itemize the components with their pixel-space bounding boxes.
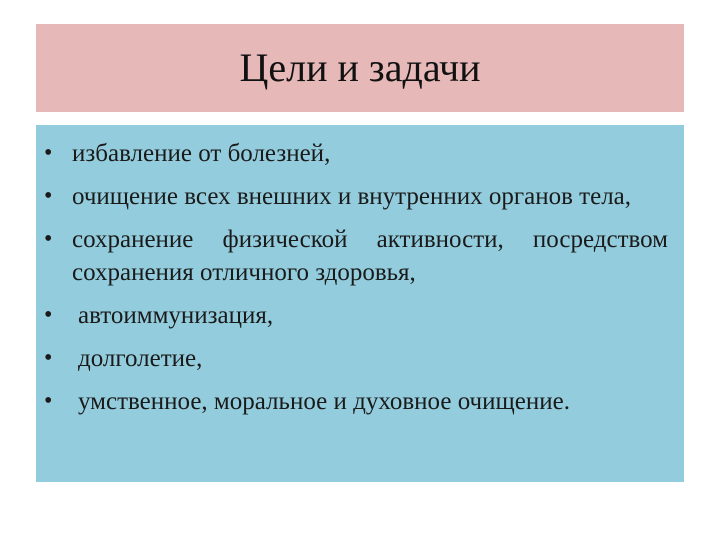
list-item xyxy=(36,299,668,332)
bullet-icon: • xyxy=(44,183,53,209)
bullet-icon: • xyxy=(44,302,53,328)
list-item-text: умственное, моральное и духовное очищение. xyxy=(78,388,570,415)
list-item-text: очищение всех внешних и внутренних органов тела, xyxy=(72,183,632,210)
list-item-text: долголетие, xyxy=(78,345,203,372)
slide-title: Цели и задачи xyxy=(239,45,481,90)
list-item-text: автоиммунизация, xyxy=(78,302,274,329)
bullet-icon: • xyxy=(44,226,53,252)
bullet-icon: • xyxy=(44,140,53,166)
list-item xyxy=(36,385,668,418)
list-item-text: сохранение физической активности, посредством сохранения отличного здоровья, xyxy=(72,226,668,286)
content-panel xyxy=(36,125,684,482)
title-banner xyxy=(36,24,684,112)
list-item xyxy=(36,180,668,213)
goals-list xyxy=(36,125,684,418)
list-item xyxy=(36,137,668,170)
list-item xyxy=(36,342,668,375)
bullet-icon: • xyxy=(44,388,53,414)
list-item xyxy=(36,223,668,289)
bullet-icon: • xyxy=(44,345,53,371)
list-item-text: избавление от болезней, xyxy=(72,140,331,167)
